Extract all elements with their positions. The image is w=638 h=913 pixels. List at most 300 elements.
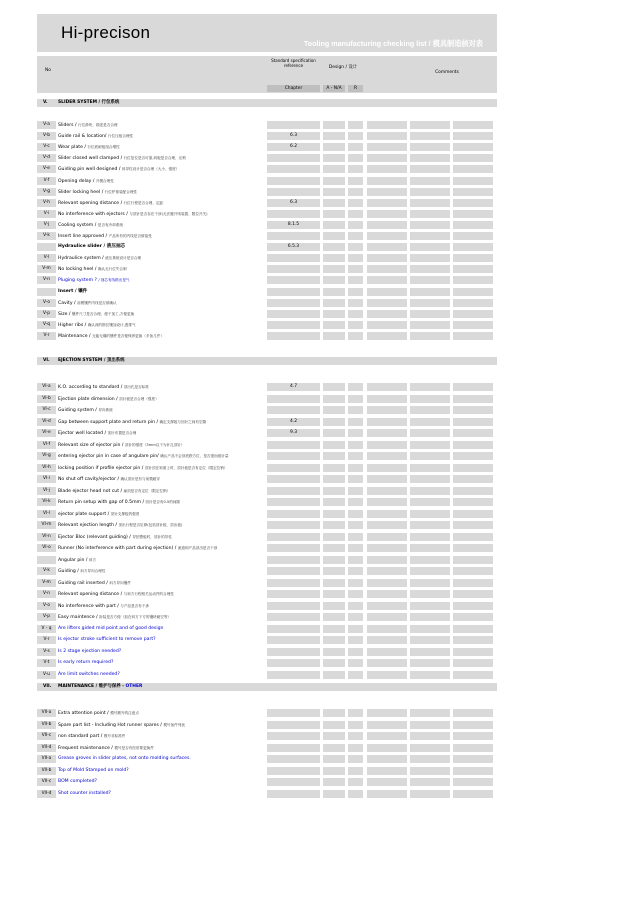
chapter-cell[interactable] <box>267 232 320 240</box>
an-cell[interactable] <box>323 602 345 610</box>
an-cell[interactable] <box>323 452 345 460</box>
r-cell[interactable] <box>348 254 363 262</box>
comment-cell-1[interactable] <box>367 767 407 775</box>
r-cell[interactable] <box>348 121 363 129</box>
comment-cell-2[interactable] <box>410 671 450 679</box>
r-cell[interactable] <box>348 671 363 679</box>
chapter-cell[interactable] <box>267 487 320 495</box>
comment-cell-2[interactable] <box>410 299 450 307</box>
chapter-cell[interactable] <box>267 755 320 763</box>
comment-cell-3[interactable] <box>453 671 493 679</box>
chapter-cell[interactable] <box>267 732 320 740</box>
comment-cell-1[interactable] <box>367 648 407 656</box>
r-cell[interactable] <box>348 276 363 284</box>
r-cell[interactable] <box>348 188 363 196</box>
an-cell[interactable] <box>323 395 345 403</box>
r-cell[interactable] <box>348 165 363 173</box>
r-cell[interactable] <box>348 143 363 151</box>
comment-cell-2[interactable] <box>410 243 450 251</box>
comment-cell-2[interactable] <box>410 265 450 273</box>
comment-cell-1[interactable] <box>367 210 407 218</box>
an-cell[interactable] <box>323 659 345 667</box>
r-cell[interactable] <box>348 221 363 229</box>
comment-cell-1[interactable] <box>367 636 407 644</box>
comment-cell-1[interactable] <box>367 132 407 140</box>
an-cell[interactable] <box>323 544 345 552</box>
chapter-cell[interactable] <box>267 767 320 775</box>
comment-cell-3[interactable] <box>453 648 493 656</box>
comment-cell-3[interactable] <box>453 221 493 229</box>
an-cell[interactable] <box>323 709 345 717</box>
r-cell[interactable] <box>348 744 363 752</box>
comment-cell-1[interactable] <box>367 659 407 667</box>
chapter-cell[interactable] <box>267 441 320 449</box>
comment-cell-3[interactable] <box>453 143 493 151</box>
comment-cell-1[interactable] <box>367 395 407 403</box>
comment-cell-1[interactable] <box>367 498 407 506</box>
an-cell[interactable] <box>323 732 345 740</box>
an-cell[interactable] <box>323 406 345 414</box>
an-cell[interactable] <box>323 288 345 296</box>
comment-cell-2[interactable] <box>410 613 450 621</box>
chapter-cell[interactable] <box>267 709 320 717</box>
an-cell[interactable] <box>323 210 345 218</box>
comment-cell-3[interactable] <box>453 790 493 798</box>
chapter-cell[interactable] <box>267 321 320 329</box>
comment-cell-3[interactable] <box>453 533 493 541</box>
comment-cell-2[interactable] <box>410 429 450 437</box>
r-cell[interactable] <box>348 299 363 307</box>
r-cell[interactable] <box>348 288 363 296</box>
comment-cell-3[interactable] <box>453 310 493 318</box>
comment-cell-3[interactable] <box>453 636 493 644</box>
chapter-cell[interactable] <box>267 721 320 729</box>
an-cell[interactable] <box>323 755 345 763</box>
comment-cell-2[interactable] <box>410 310 450 318</box>
comment-cell-3[interactable] <box>453 441 493 449</box>
an-cell[interactable] <box>323 613 345 621</box>
comment-cell-2[interactable] <box>410 602 450 610</box>
chapter-cell[interactable] <box>267 406 320 414</box>
r-cell[interactable] <box>348 721 363 729</box>
comment-cell-3[interactable] <box>453 767 493 775</box>
comment-cell-3[interactable] <box>453 276 493 284</box>
chapter-cell[interactable] <box>267 210 320 218</box>
comment-cell-2[interactable] <box>410 321 450 329</box>
comment-cell-1[interactable] <box>367 744 407 752</box>
r-cell[interactable] <box>348 590 363 598</box>
comment-cell-2[interactable] <box>410 732 450 740</box>
r-cell[interactable] <box>348 210 363 218</box>
r-cell[interactable] <box>348 613 363 621</box>
comment-cell-1[interactable] <box>367 221 407 229</box>
chapter-cell[interactable] <box>267 590 320 598</box>
r-cell[interactable] <box>348 510 363 518</box>
chapter-cell[interactable] <box>267 121 320 129</box>
chapter-cell[interactable] <box>267 636 320 644</box>
comment-cell-3[interactable] <box>453 165 493 173</box>
an-cell[interactable] <box>323 744 345 752</box>
an-cell[interactable] <box>323 254 345 262</box>
comment-cell-2[interactable] <box>410 767 450 775</box>
comment-cell-1[interactable] <box>367 418 407 426</box>
comment-cell-2[interactable] <box>410 188 450 196</box>
comment-cell-2[interactable] <box>410 143 450 151</box>
comment-cell-3[interactable] <box>453 154 493 162</box>
chapter-cell[interactable] <box>267 625 320 633</box>
comment-cell-3[interactable] <box>453 709 493 717</box>
an-cell[interactable] <box>323 132 345 140</box>
chapter-cell[interactable]: 4.2 <box>267 418 320 426</box>
comment-cell-1[interactable] <box>367 188 407 196</box>
comment-cell-3[interactable] <box>453 232 493 240</box>
an-cell[interactable] <box>323 579 345 587</box>
an-cell[interactable] <box>323 232 345 240</box>
chapter-cell[interactable]: 6.5.3 <box>267 243 320 251</box>
an-cell[interactable] <box>323 671 345 679</box>
r-cell[interactable] <box>348 321 363 329</box>
an-cell[interactable] <box>323 221 345 229</box>
r-cell[interactable] <box>348 464 363 472</box>
r-cell[interactable] <box>348 475 363 483</box>
an-cell[interactable] <box>323 154 345 162</box>
an-cell[interactable] <box>323 533 345 541</box>
an-cell[interactable] <box>323 332 345 340</box>
r-cell[interactable] <box>348 395 363 403</box>
chapter-cell[interactable] <box>267 533 320 541</box>
comment-cell-3[interactable] <box>453 254 493 262</box>
comment-cell-1[interactable] <box>367 232 407 240</box>
r-cell[interactable] <box>348 602 363 610</box>
an-cell[interactable] <box>323 778 345 786</box>
chapter-cell[interactable] <box>267 556 320 564</box>
r-cell[interactable] <box>348 567 363 575</box>
comment-cell-2[interactable] <box>410 199 450 207</box>
comment-cell-1[interactable] <box>367 556 407 564</box>
comment-cell-2[interactable] <box>410 590 450 598</box>
comment-cell-1[interactable] <box>367 613 407 621</box>
chapter-cell[interactable]: 4.7 <box>267 383 320 391</box>
comment-cell-1[interactable] <box>367 625 407 633</box>
chapter-cell[interactable] <box>267 567 320 575</box>
comment-cell-3[interactable] <box>453 210 493 218</box>
chapter-cell[interactable] <box>267 475 320 483</box>
chapter-cell[interactable] <box>267 602 320 610</box>
comment-cell-2[interactable] <box>410 121 450 129</box>
r-cell[interactable] <box>348 232 363 240</box>
comment-cell-3[interactable] <box>453 510 493 518</box>
r-cell[interactable] <box>348 648 363 656</box>
an-cell[interactable] <box>323 556 345 564</box>
r-cell[interactable] <box>348 154 363 162</box>
r-cell[interactable] <box>348 452 363 460</box>
comment-cell-3[interactable] <box>453 521 493 529</box>
comment-cell-1[interactable] <box>367 590 407 598</box>
comment-cell-3[interactable] <box>453 659 493 667</box>
comment-cell-2[interactable] <box>410 288 450 296</box>
chapter-cell[interactable] <box>267 452 320 460</box>
comment-cell-2[interactable] <box>410 487 450 495</box>
an-cell[interactable] <box>323 790 345 798</box>
chapter-cell[interactable] <box>267 671 320 679</box>
an-cell[interactable] <box>323 143 345 151</box>
chapter-cell[interactable] <box>267 613 320 621</box>
comment-cell-2[interactable] <box>410 177 450 185</box>
comment-cell-1[interactable] <box>367 671 407 679</box>
comment-cell-2[interactable] <box>410 648 450 656</box>
comment-cell-2[interactable] <box>410 441 450 449</box>
comment-cell-2[interactable] <box>410 464 450 472</box>
r-cell[interactable] <box>348 418 363 426</box>
comment-cell-3[interactable] <box>453 121 493 129</box>
comment-cell-1[interactable] <box>367 721 407 729</box>
chapter-cell[interactable] <box>267 521 320 529</box>
an-cell[interactable] <box>323 310 345 318</box>
comment-cell-1[interactable] <box>367 332 407 340</box>
comment-cell-2[interactable] <box>410 556 450 564</box>
comment-cell-2[interactable] <box>410 744 450 752</box>
comment-cell-1[interactable] <box>367 199 407 207</box>
chapter-cell[interactable] <box>267 310 320 318</box>
chapter-cell[interactable]: 6.2 <box>267 143 320 151</box>
an-cell[interactable] <box>323 383 345 391</box>
comment-cell-1[interactable] <box>367 143 407 151</box>
comment-cell-1[interactable] <box>367 521 407 529</box>
an-cell[interactable] <box>323 767 345 775</box>
comment-cell-1[interactable] <box>367 732 407 740</box>
comment-cell-2[interactable] <box>410 636 450 644</box>
comment-cell-3[interactable] <box>453 177 493 185</box>
r-cell[interactable] <box>348 199 363 207</box>
chapter-cell[interactable] <box>267 579 320 587</box>
r-cell[interactable] <box>348 521 363 529</box>
chapter-cell[interactable] <box>267 265 320 273</box>
r-cell[interactable] <box>348 778 363 786</box>
r-cell[interactable] <box>348 709 363 717</box>
comment-cell-3[interactable] <box>453 321 493 329</box>
chapter-cell[interactable]: 9.3 <box>267 429 320 437</box>
chapter-cell[interactable] <box>267 648 320 656</box>
comment-cell-1[interactable] <box>367 276 407 284</box>
comment-cell-3[interactable] <box>453 132 493 140</box>
comment-cell-3[interactable] <box>453 464 493 472</box>
chapter-cell[interactable] <box>267 790 320 798</box>
comment-cell-3[interactable] <box>453 395 493 403</box>
comment-cell-1[interactable] <box>367 544 407 552</box>
comment-cell-1[interactable] <box>367 299 407 307</box>
r-cell[interactable] <box>348 790 363 798</box>
comment-cell-1[interactable] <box>367 310 407 318</box>
chapter-cell[interactable] <box>267 395 320 403</box>
an-cell[interactable] <box>323 418 345 426</box>
r-cell[interactable] <box>348 383 363 391</box>
comment-cell-3[interactable] <box>453 721 493 729</box>
comment-cell-2[interactable] <box>410 254 450 262</box>
chapter-cell[interactable] <box>267 254 320 262</box>
comment-cell-2[interactable] <box>410 154 450 162</box>
chapter-cell[interactable] <box>267 177 320 185</box>
comment-cell-2[interactable] <box>410 383 450 391</box>
comment-cell-2[interactable] <box>410 406 450 414</box>
chapter-cell[interactable] <box>267 288 320 296</box>
comment-cell-3[interactable] <box>453 418 493 426</box>
an-cell[interactable] <box>323 636 345 644</box>
an-cell[interactable] <box>323 199 345 207</box>
comment-cell-3[interactable] <box>453 288 493 296</box>
r-cell[interactable] <box>348 544 363 552</box>
chapter-cell[interactable] <box>267 744 320 752</box>
r-cell[interactable] <box>348 406 363 414</box>
an-cell[interactable] <box>323 721 345 729</box>
chapter-cell[interactable] <box>267 154 320 162</box>
an-cell[interactable] <box>323 299 345 307</box>
comment-cell-1[interactable] <box>367 567 407 575</box>
comment-cell-3[interactable] <box>453 755 493 763</box>
an-cell[interactable] <box>323 648 345 656</box>
an-cell[interactable] <box>323 276 345 284</box>
comment-cell-3[interactable] <box>453 452 493 460</box>
chapter-cell[interactable] <box>267 510 320 518</box>
chapter-cell[interactable] <box>267 464 320 472</box>
comment-cell-2[interactable] <box>410 790 450 798</box>
r-cell[interactable] <box>348 755 363 763</box>
comment-cell-3[interactable] <box>453 243 493 251</box>
r-cell[interactable] <box>348 625 363 633</box>
comment-cell-3[interactable] <box>453 475 493 483</box>
comment-cell-2[interactable] <box>410 567 450 575</box>
comment-cell-1[interactable] <box>367 265 407 273</box>
comment-cell-2[interactable] <box>410 395 450 403</box>
comment-cell-2[interactable] <box>410 544 450 552</box>
comment-cell-3[interactable] <box>453 602 493 610</box>
comment-cell-1[interactable] <box>367 452 407 460</box>
comment-cell-1[interactable] <box>367 475 407 483</box>
an-cell[interactable] <box>323 177 345 185</box>
comment-cell-2[interactable] <box>410 659 450 667</box>
comment-cell-1[interactable] <box>367 429 407 437</box>
comment-cell-2[interactable] <box>410 332 450 340</box>
r-cell[interactable] <box>348 659 363 667</box>
comment-cell-2[interactable] <box>410 418 450 426</box>
comment-cell-2[interactable] <box>410 221 450 229</box>
comment-cell-3[interactable] <box>453 579 493 587</box>
comment-cell-1[interactable] <box>367 510 407 518</box>
an-cell[interactable] <box>323 464 345 472</box>
chapter-cell[interactable] <box>267 544 320 552</box>
comment-cell-2[interactable] <box>410 579 450 587</box>
r-cell[interactable] <box>348 132 363 140</box>
an-cell[interactable] <box>323 498 345 506</box>
chapter-cell[interactable] <box>267 498 320 506</box>
comment-cell-1[interactable] <box>367 121 407 129</box>
comment-cell-1[interactable] <box>367 288 407 296</box>
an-cell[interactable] <box>323 567 345 575</box>
chapter-cell[interactable] <box>267 188 320 196</box>
r-cell[interactable] <box>348 487 363 495</box>
comment-cell-3[interactable] <box>453 744 493 752</box>
r-cell[interactable] <box>348 767 363 775</box>
comment-cell-1[interactable] <box>367 383 407 391</box>
comment-cell-3[interactable] <box>453 732 493 740</box>
chapter-cell[interactable]: 6.3 <box>267 132 320 140</box>
comment-cell-3[interactable] <box>453 544 493 552</box>
r-cell[interactable] <box>348 332 363 340</box>
chapter-cell[interactable] <box>267 332 320 340</box>
comment-cell-3[interactable] <box>453 188 493 196</box>
comment-cell-1[interactable] <box>367 441 407 449</box>
comment-cell-1[interactable] <box>367 464 407 472</box>
comment-cell-3[interactable] <box>453 556 493 564</box>
comment-cell-1[interactable] <box>367 321 407 329</box>
comment-cell-2[interactable] <box>410 625 450 633</box>
comment-cell-2[interactable] <box>410 132 450 140</box>
comment-cell-2[interactable] <box>410 475 450 483</box>
chapter-cell[interactable]: 6.3 <box>267 199 320 207</box>
an-cell[interactable] <box>323 188 345 196</box>
comment-cell-3[interactable] <box>453 567 493 575</box>
comment-cell-3[interactable] <box>453 299 493 307</box>
r-cell[interactable] <box>348 732 363 740</box>
comment-cell-2[interactable] <box>410 721 450 729</box>
comment-cell-1[interactable] <box>367 709 407 717</box>
r-cell[interactable] <box>348 265 363 273</box>
an-cell[interactable] <box>323 429 345 437</box>
comment-cell-1[interactable] <box>367 778 407 786</box>
r-cell[interactable] <box>348 177 363 185</box>
comment-cell-2[interactable] <box>410 452 450 460</box>
r-cell[interactable] <box>348 498 363 506</box>
comment-cell-2[interactable] <box>410 755 450 763</box>
chapter-cell[interactable] <box>267 778 320 786</box>
comment-cell-3[interactable] <box>453 613 493 621</box>
an-cell[interactable] <box>323 121 345 129</box>
chapter-cell[interactable] <box>267 659 320 667</box>
comment-cell-2[interactable] <box>410 709 450 717</box>
comment-cell-2[interactable] <box>410 778 450 786</box>
comment-cell-1[interactable] <box>367 533 407 541</box>
comment-cell-1[interactable] <box>367 790 407 798</box>
comment-cell-1[interactable] <box>367 579 407 587</box>
comment-cell-2[interactable] <box>410 276 450 284</box>
r-cell[interactable] <box>348 310 363 318</box>
comment-cell-2[interactable] <box>410 210 450 218</box>
comment-cell-3[interactable] <box>453 332 493 340</box>
comment-cell-3[interactable] <box>453 590 493 598</box>
comment-cell-3[interactable] <box>453 778 493 786</box>
comment-cell-2[interactable] <box>410 165 450 173</box>
chapter-cell[interactable] <box>267 165 320 173</box>
an-cell[interactable] <box>323 625 345 633</box>
r-cell[interactable] <box>348 243 363 251</box>
r-cell[interactable] <box>348 579 363 587</box>
comment-cell-3[interactable] <box>453 498 493 506</box>
an-cell[interactable] <box>323 475 345 483</box>
comment-cell-1[interactable] <box>367 243 407 251</box>
comment-cell-1[interactable] <box>367 755 407 763</box>
comment-cell-1[interactable] <box>367 487 407 495</box>
comment-cell-2[interactable] <box>410 510 450 518</box>
chapter-cell[interactable] <box>267 276 320 284</box>
chapter-cell[interactable]: 8.1.5 <box>267 221 320 229</box>
comment-cell-3[interactable] <box>453 406 493 414</box>
comment-cell-3[interactable] <box>453 625 493 633</box>
an-cell[interactable] <box>323 265 345 273</box>
comment-cell-3[interactable] <box>453 487 493 495</box>
r-cell[interactable] <box>348 556 363 564</box>
comment-cell-1[interactable] <box>367 602 407 610</box>
an-cell[interactable] <box>323 487 345 495</box>
comment-cell-2[interactable] <box>410 232 450 240</box>
